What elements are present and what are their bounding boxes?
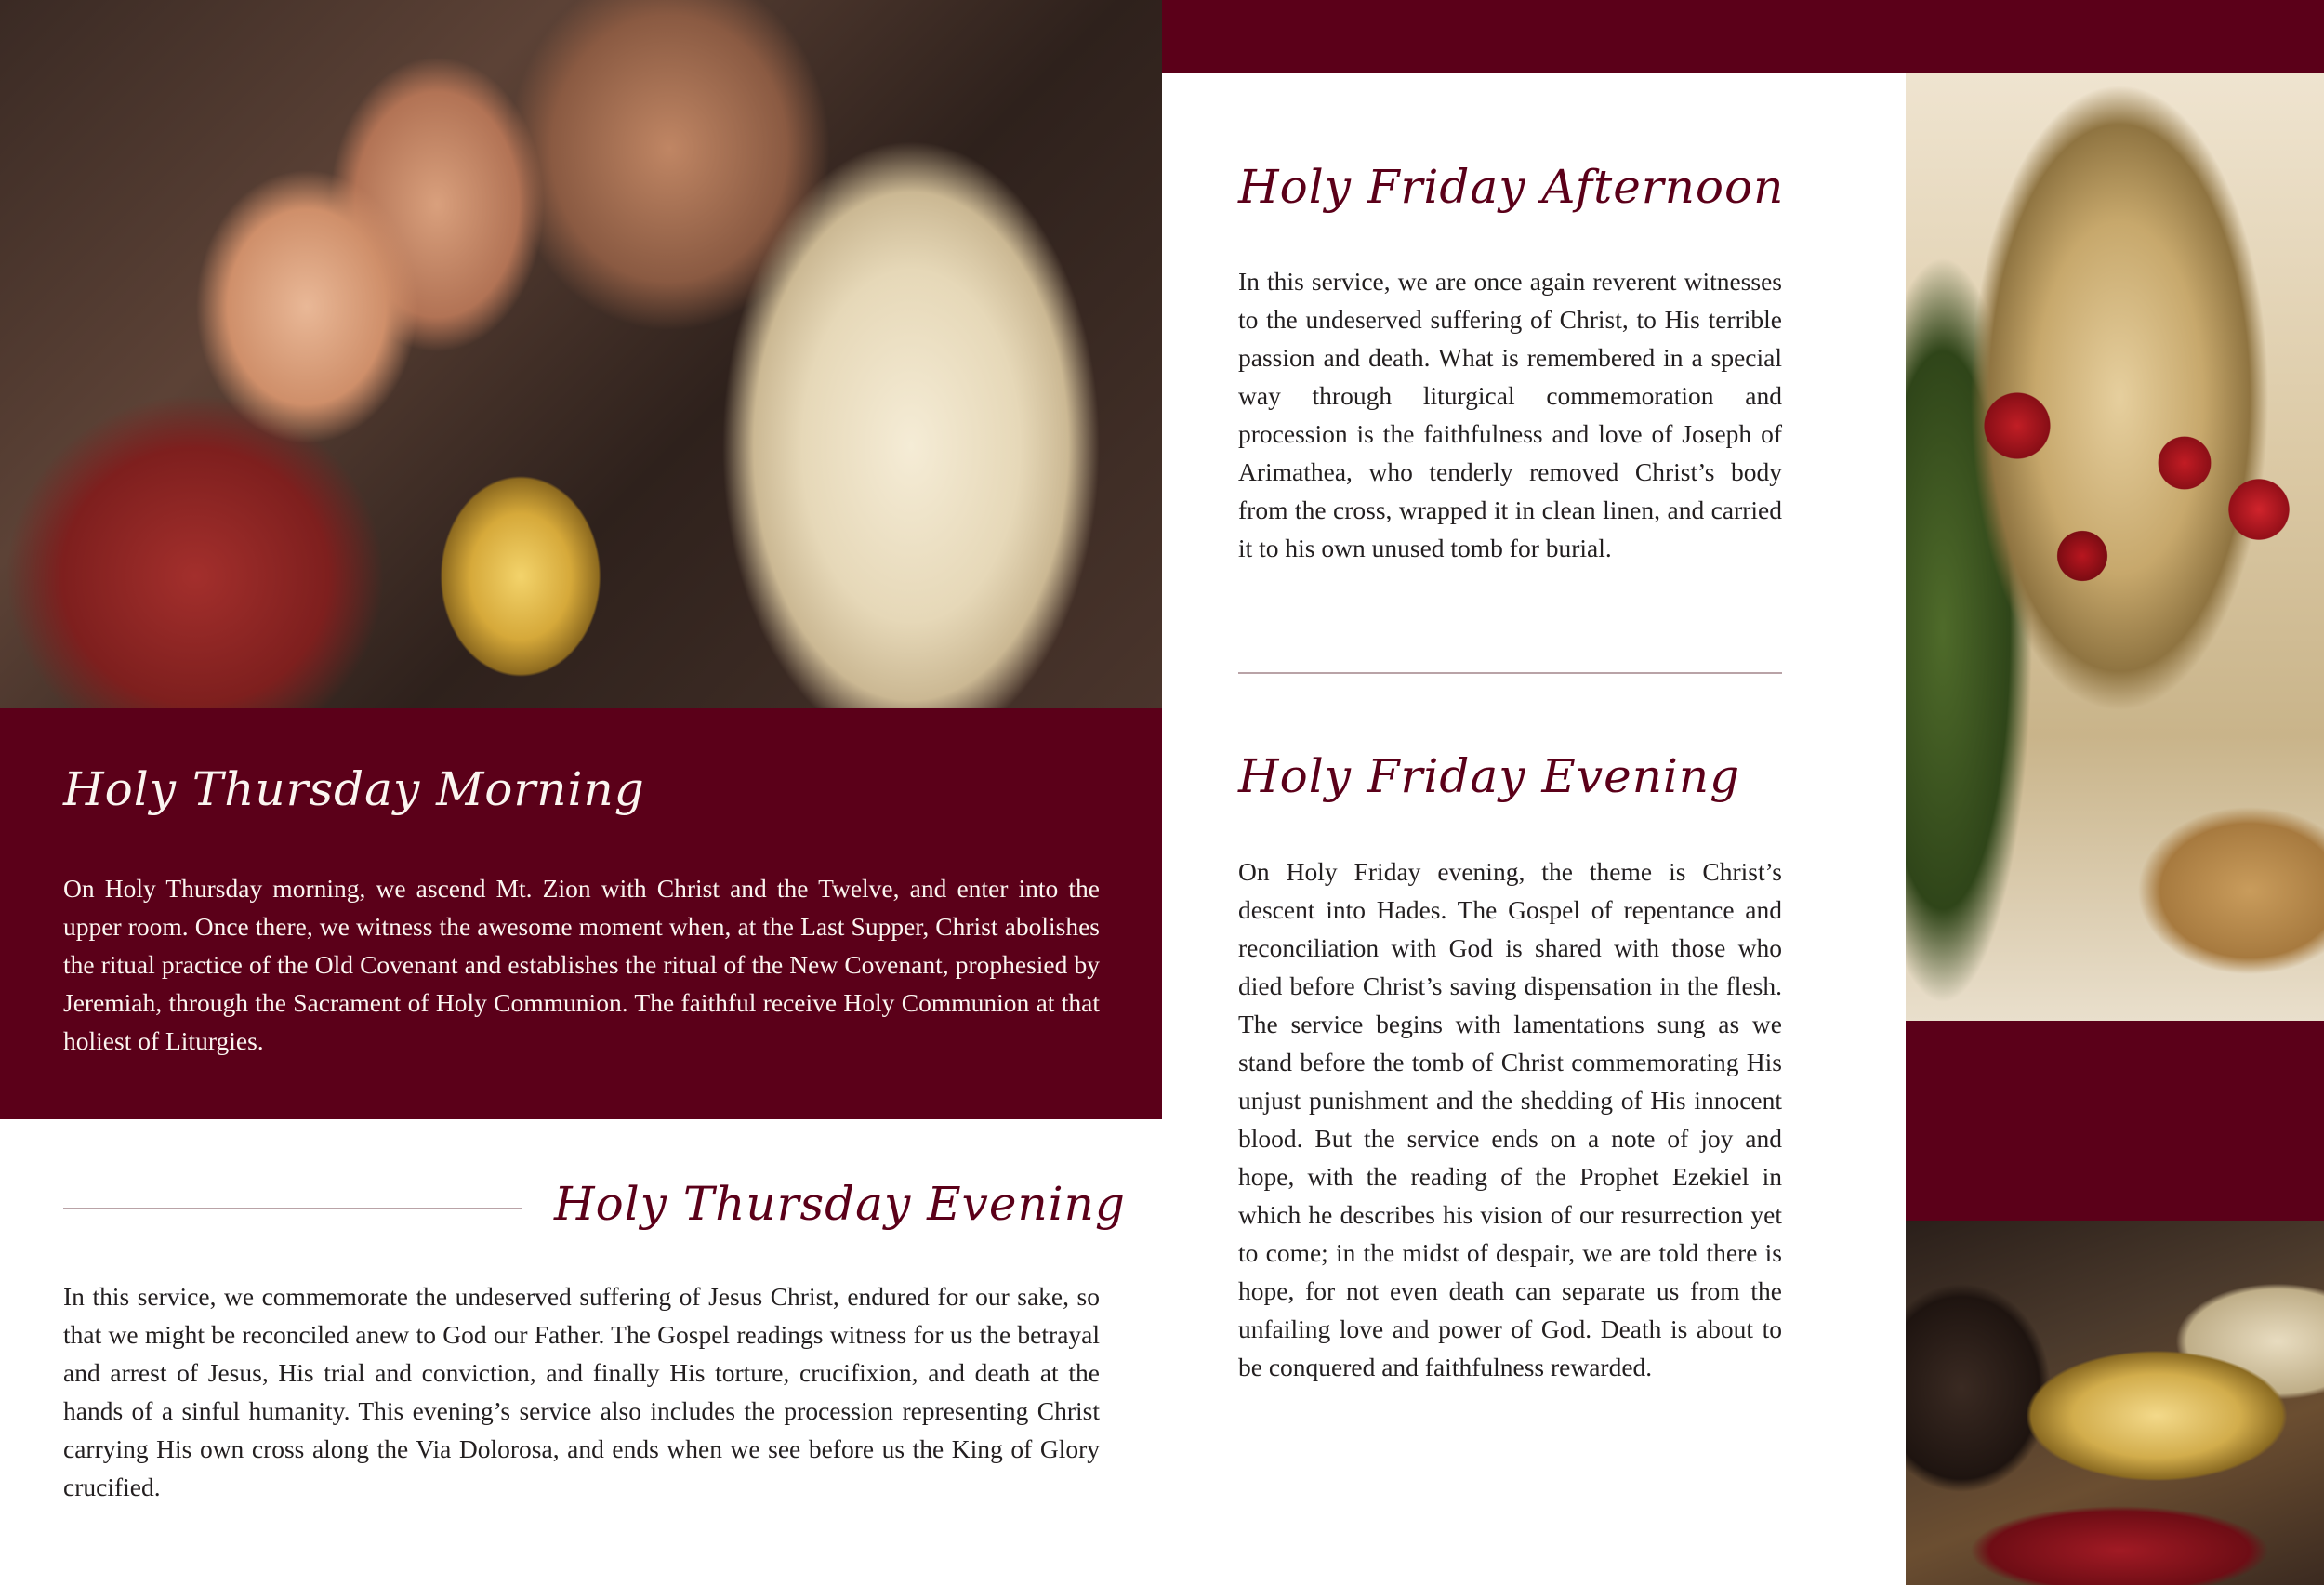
holy-thursday-evening-title: Holy Thursday Evening [554,1177,1126,1231]
holy-friday-afternoon-text: In this service, we are once again reverent witnesses to the undeserved suffering of Christ, to His terrible passion and death. What is remembered in a special way through liturgical commemoration and procession is the faithfulness and love of Joseph of Arimathea, who tenderly removed Christ’s body from the cross, wrapped it in clean linen, and carried it to his own unused tomb for burial. [1238,267,1782,562]
top-right-maroon-band [1162,0,2324,73]
holy-friday-evening-title: Holy Friday Evening [1238,749,1741,803]
epitaphios-photo [1906,73,2324,1021]
divider-rule [63,1208,522,1209]
gospel-book-photo [1906,1221,2324,1585]
holy-friday-afternoon-title: Holy Friday Afternoon [1238,160,1785,214]
holy-thursday-evening-text: In this service, we commemorate the undeserved suffering of Jesus Christ, endured for our sake, so that we might be reconciled anew to God our Father. The Gospel readings witness for us the betrayal and arrest of Jesus, His trial and conviction, and finally His torture, crucifixion, and death at the hands of a sinful humanity. This evening’s service also includes the procession representing Christ carrying His own cross along the Via Dolorosa, and ends when we see before us the King of Glory crucified. [63,1282,1100,1501]
holy-thursday-morning-title: Holy Thursday Morning [63,762,645,816]
holy-thursday-morning-text: On Holy Thursday morning, we ascend Mt. Zion with Christ and the Twelve, and enter into the upper room. Once there, we witness the awesome moment when, at the Last Supper, Christ abolishes the ritual practice of the Old Covenant and establishes the ritual of the New Covenant, prophesied by Jeremiah, through the Sacrament of Holy Communion. The faithful receive Holy Communion at that holiest of Liturgies. [63,874,1100,1055]
communion-photo [0,0,1162,708]
divider-rule [1238,672,1782,674]
holy-friday-evening-text: On Holy Friday evening, the theme is Christ’s descent into Hades. The Gospel of repentance and reconciliation with God is shared with those who died before Christ’s saving dispensation in the flesh. The service begins with lamentations sung as we stand before the tomb of Christ commemorating His unjust punishment and the shedding of His innocent blood. But the service ends on a note of joy and hope, with the reading of the Prophet Ezekiel in which he describes his vision of our resurrection yet to come; in the midst of despair, we are told there is hope, for not even death can separate us from the unfailing love and power of God. Death is about to be conquered and faithfulness rewarded. [1238,857,1782,1381]
right-maroon-band [1906,1021,2324,1221]
